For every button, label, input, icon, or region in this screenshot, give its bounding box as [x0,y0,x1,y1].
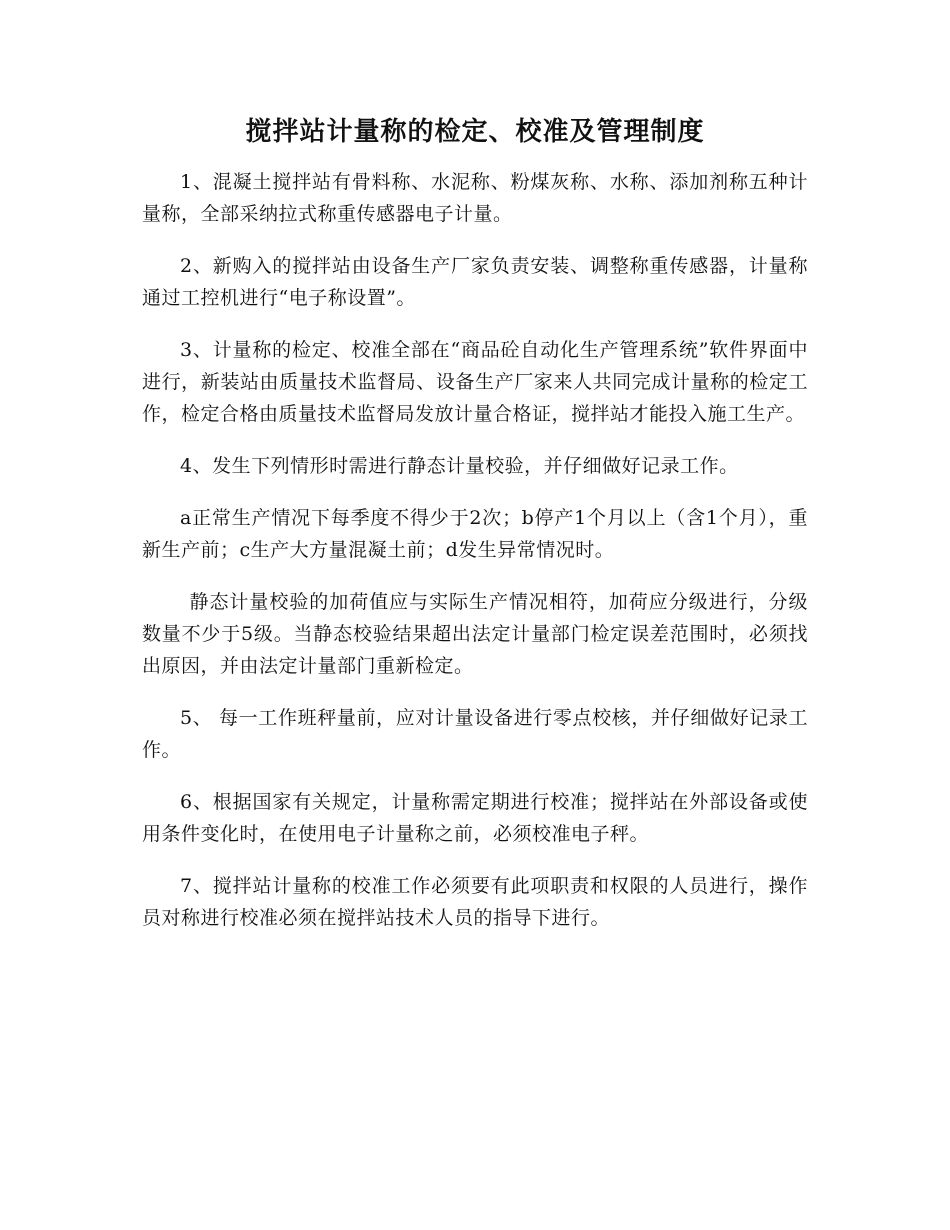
paragraph-4-conditions: a正常生产情况下每季度不得少于2次；b停产1个月以上（含1个月），重新生产前；c生产大方量混凝土前；d发生异常情况时。 [142,507,808,561]
document-page [142,110,808,934]
paragraph-3: 3、计量称的检定、校准全部在“商品砼自动化生产管理系统”软件界面中进行，新装站由质量技术监督局、设备生产厂家来人共同完成计量称的检定工作，检定合格由质量技术监督局发放计量合格证，搅拌站才能投入施工生产。 [142,339,808,425]
paragraph-4: 4、发生下列情形时需进行静态计量校验，并仔细做好记录工作。 [180,455,739,477]
paragraph-5: 5、 每一工作班秤量前，应对计量设备进行零点校核，并仔细做好记录工作。 [142,707,808,761]
paragraph-2: 2、新购入的搅拌站由设备生产厂家负责安装、调整称重传感器，计量称通过工控机进行“电子称设置”。 [142,255,808,309]
document-title: 搅拌站计量称的检定、校准及管理制度 [245,117,705,147]
paragraph-7: 7、搅拌站计量称的校准工作必须要有此项职责和权限的人员进行，操作员对称进行校准必须在搅拌站技术人员的指导下进行。 [142,875,808,929]
paragraph-6: 6、根据国家有关规定，计量称需定期进行校准；搅拌站在外部设备或使用条件变化时，在使用电子计量称之前，必须校准电子秤。 [142,791,808,845]
paragraph-static-calibration: 静态计量校验的加荷值应与实际生产情况相符，加荷应分级进行，分级数量不少于5级。当静态校验结果超出法定计量部门检定误差范围时，必须找出原因，并由法定计量部门重新检定。 [142,591,808,677]
paragraph-1: 1、混凝土搅拌站有骨料称、水泥称、粉煤灰称、水称、添加剂称五种计量称，全部采纳拉式称重传感器电子计量。 [142,171,808,225]
